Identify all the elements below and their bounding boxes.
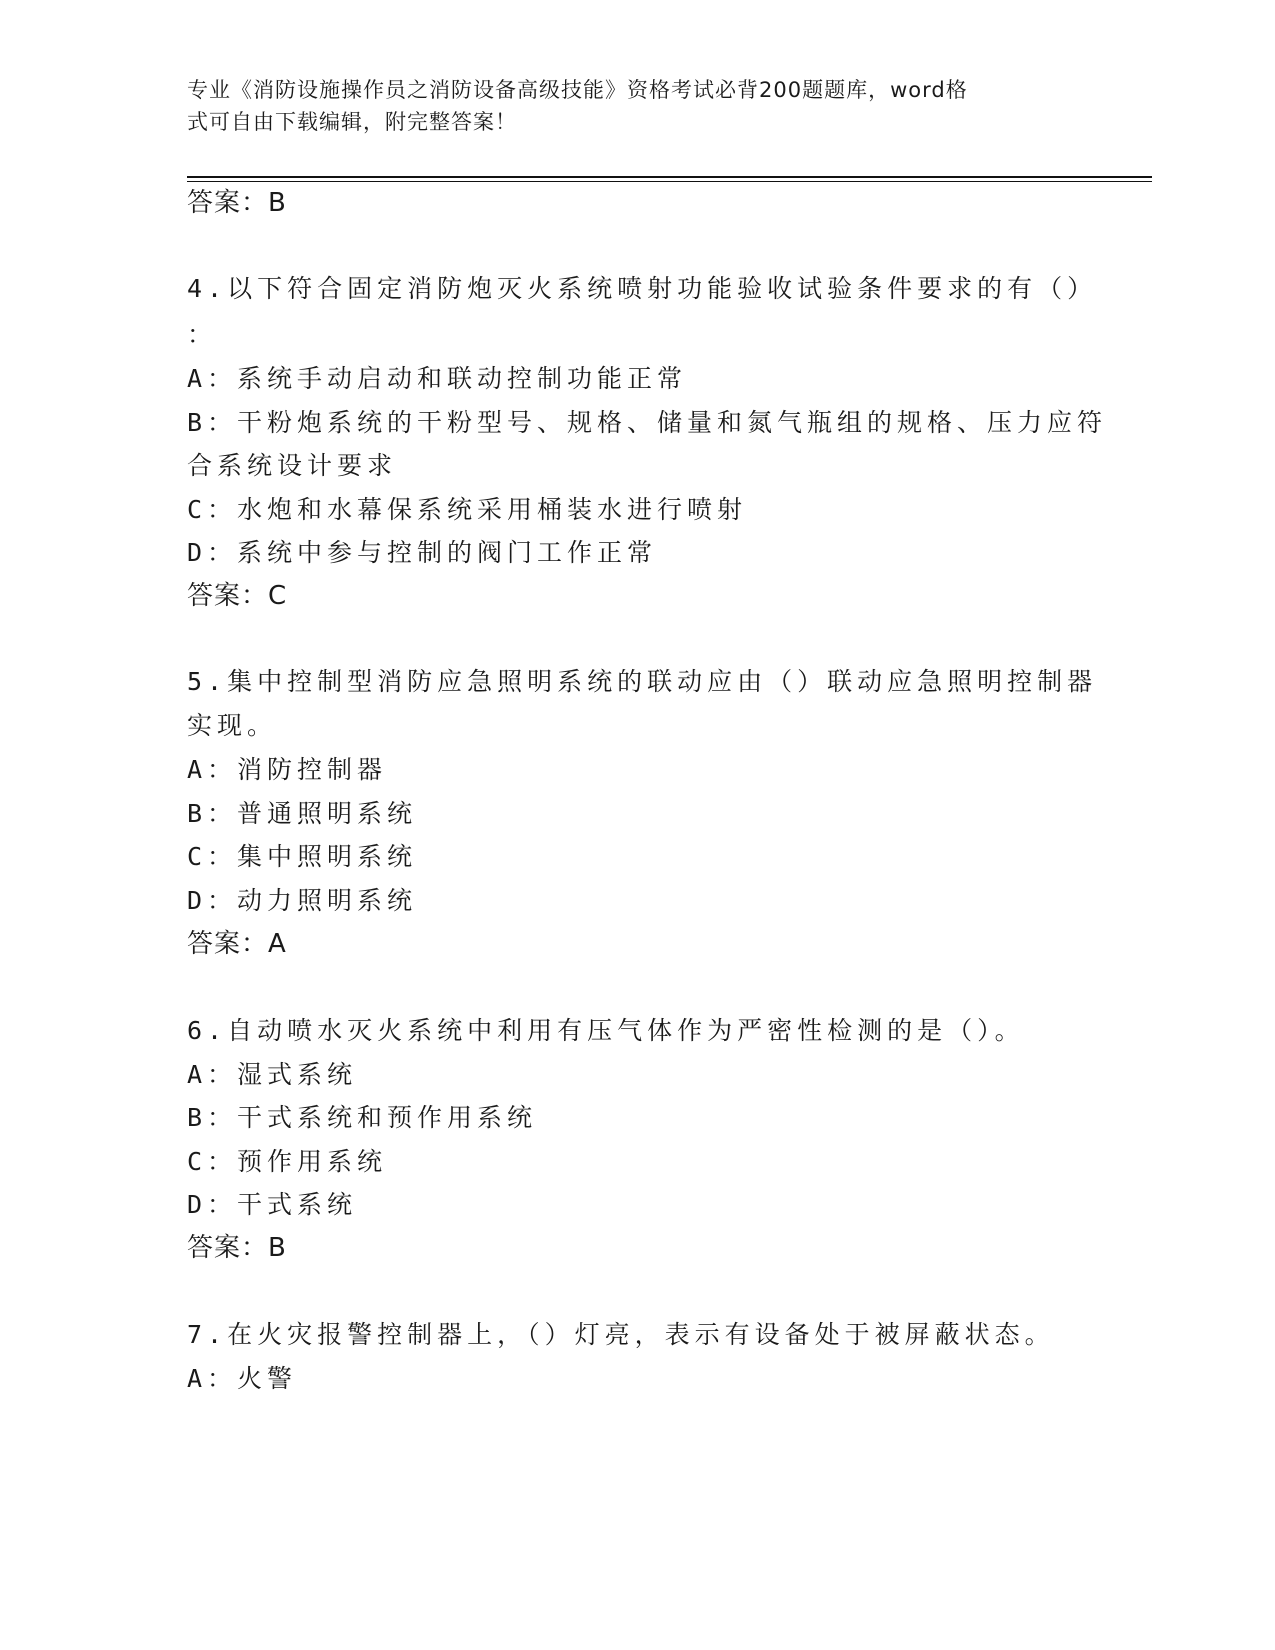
question-6-stem: 6.自动喷水灭火系统中利用有压气体作为严密性检测的是（）。 bbox=[187, 1016, 1025, 1045]
question-6-option-d: D：干式系统 bbox=[187, 1190, 358, 1219]
question-6-option-a: A：湿式系统 bbox=[187, 1060, 358, 1089]
question-5-option-c: C：集中照明系统 bbox=[187, 842, 418, 871]
question-6-option-c: C：预作用系统 bbox=[187, 1147, 388, 1176]
question-5-answer: 答案：A bbox=[187, 929, 287, 959]
document-header bbox=[187, 74, 1087, 138]
header-line-2: 式可自由下载编辑，附完整答案！ bbox=[187, 110, 517, 134]
question-4-stem: 4.以下符合固定消防炮灭火系统喷射功能验收试验条件要求的有（） bbox=[187, 274, 1098, 303]
question-5-stem: 5.集中控制型消防应急照明系统的联动应由（）联动应急照明控制器 bbox=[187, 667, 1098, 696]
question-4-answer: 答案：C bbox=[187, 581, 288, 611]
question-6-option-b: B：干式系统和预作用系统 bbox=[187, 1103, 538, 1132]
question-7-option-a: A：火警 bbox=[187, 1364, 298, 1393]
question-5-option-a: A：消防控制器 bbox=[187, 755, 388, 784]
question-4-option-b: B：干粉炮系统的干粉型号、规格、储量和氮气瓶组的规格、压力应符 bbox=[187, 408, 1108, 437]
header-divider bbox=[187, 176, 1152, 178]
question-4-stem-cont: ： bbox=[187, 320, 218, 349]
question-4-option-b-cont: 合系统设计要求 bbox=[187, 451, 398, 480]
header-divider-thin bbox=[187, 181, 1152, 182]
question-4-option-c: C：水炮和水幕保系统采用桶装水进行喷射 bbox=[187, 495, 748, 524]
question-6-answer: 答案：B bbox=[187, 1233, 287, 1263]
header-line-1: 专业《消防设施操作员之消防设备高级技能》资格考试必背200题题库，word格 bbox=[187, 78, 968, 102]
question-5-stem-cont: 实现。 bbox=[187, 711, 278, 740]
question-7-stem: 7.在火灾报警控制器上，（）灯亮，表示有设备处于被屏蔽状态。 bbox=[187, 1320, 1055, 1349]
question-5-option-b: B：普通照明系统 bbox=[187, 799, 418, 828]
question-5-option-d: D：动力照明系统 bbox=[187, 886, 418, 915]
question-4-option-d: D：系统中参与控制的阀门工作正常 bbox=[187, 538, 658, 567]
question-4-option-a: A：系统手动启动和联动控制功能正常 bbox=[187, 364, 688, 393]
previous-answer: 答案：B bbox=[187, 188, 287, 218]
